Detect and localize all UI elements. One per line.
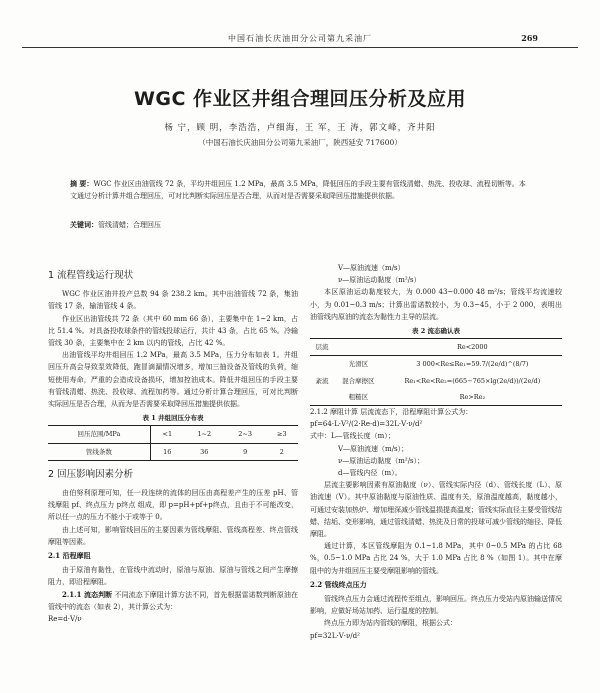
table-cell: 回压范围/MPa xyxy=(48,426,150,443)
paragraph: 作业区出油管线共 72 条（其中 60 mm 66 条），主要集中在 1~2 km，占比 51.4 %。对具备投收球条件的管线投球运行，共计 43 条，占比 65 %。冷输管线 30 条，主要集中在 2 km 以内的管线，占比 42 %。 xyxy=(48,314,298,348)
table-cell: 紊流 xyxy=(315,376,329,385)
table-row xyxy=(310,356,562,373)
variable-definition: d—管线内径（m）。 xyxy=(338,469,402,478)
paragraph: 终点压力即为站内管线的摩阻，根据公式： xyxy=(324,619,457,628)
header-rule xyxy=(22,47,578,48)
table-2 xyxy=(310,338,562,406)
table-cell: ≥3 xyxy=(266,426,298,443)
subsection-2-2-heading: 2.2 管线终点压力 xyxy=(310,579,367,589)
table-cell: 2 xyxy=(266,443,298,460)
section-1-heading: 1 流程管线运行现状 xyxy=(48,270,134,281)
table-cell: 2~3 xyxy=(225,426,266,443)
table-cell: 3 000<Re≤Re₁=59.7/(2e/d)^(8/7) xyxy=(416,360,529,369)
running-header xyxy=(22,33,578,45)
variable-definition: 式中：L—管线长度（m）； xyxy=(310,432,395,441)
subsection-2-1-1-label: 2.1.1 流态判断 xyxy=(62,589,113,599)
table-cell: 36 xyxy=(184,443,225,460)
section-2-heading: 2 回压影响因素分析 xyxy=(48,468,134,480)
keywords xyxy=(70,220,530,230)
table-cell: 层流 xyxy=(310,339,334,356)
paragraph: WGC 作业区油井投产总数 94 条 238.2 km。其中出油管线 72 条，集油管线 17 条，输油管线 4 条。 xyxy=(48,290,298,311)
paragraph: 由伯努利原理可知，任一段连续的流体的回压由高程差产生的压差 pH、管线摩阻 pf、终点压力 p终点 组成，即 p=pH+pf+p终点，且由于不可能改变，所以任一点的压力不能小于或等于 0。 xyxy=(48,489,298,522)
variable-definition: V—原油流速（m/s）； xyxy=(338,444,409,453)
table-1 xyxy=(48,425,298,460)
table-cell: Re₁<Re<Re₂=(665−765×lg(2e/d))/(2e/d) xyxy=(404,376,541,385)
formula: pf=32L·V·ν/d² xyxy=(310,631,360,640)
paragraph: 本区原油运动黏度较大，为 0.000 43~0.000 48 m²/s；管线平均流速较小，为 0.01~0.3 m/s；计算出雷诺数较小，为 0.3~45，小于 2 000，表明出油管线内原油的流态为黏性力主导的层流。 xyxy=(310,288,562,321)
authors: 杨 宁，顾 明，李浩浩，卢细海，王 军，王 涛，郭文峰，齐井阳 xyxy=(164,123,436,133)
subsection-2-1-2: 2.1.2 摩阻计算 层流流态下，沿程摩阻计算公式为： xyxy=(310,408,473,417)
table-cell xyxy=(310,356,334,373)
left-column xyxy=(48,262,298,625)
formula: pf=64·L·V²/(2·Re·d)=32L·V·ν/d² xyxy=(310,420,423,429)
paper-title: WGC 作业区井组合理回压分析及应用 xyxy=(133,88,467,110)
keywords-text: 管线清蜡；合理回压 xyxy=(98,221,161,229)
table-header-row xyxy=(48,426,298,443)
table-cell xyxy=(310,389,334,406)
paragraph: 管线终点压力会通过流程传至组点，影响回压。终点压力受站内原油输送情况影响，应做好场站加药、运行温度的控制。 xyxy=(310,595,562,616)
formula: Re=d·V/ν xyxy=(48,615,82,624)
paragraph: 由于原油有黏性，在管线中流动时，原油与原油、原油与管线之间产生摩擦阻力，即沿程摩阻。 xyxy=(48,566,298,587)
page-number: 269 xyxy=(521,33,538,43)
keywords-label: 关键词： xyxy=(70,220,98,229)
table-cell: 光滑区 xyxy=(348,360,369,369)
running-title: 中国石油长庆油田分公司第九采油厂 xyxy=(228,34,372,43)
table-row xyxy=(48,443,298,460)
affiliation: （中国石油长庆油田分公司第九采油厂，陕西延安 717600） xyxy=(198,138,402,147)
paragraph xyxy=(48,589,298,613)
variable-definition: ν—原油运动黏度（m²/s）； xyxy=(338,456,425,465)
paragraph: 由上述可知，影响管线回压的主要因素为管线摩阻、管线高程差、终点管线摩阻等因素。 xyxy=(48,525,298,546)
subsection-2-1-heading: 2.1 沿程摩阻 xyxy=(48,551,91,561)
table-cell: 16 xyxy=(150,443,183,460)
table-1-caption: 表 1 井组回压分布表 xyxy=(142,414,204,423)
paragraph: 层流主要影响因素有原油黏度（ν）、管线实际内径（d）、管线长度（L）、原油流速（V）。其中原油黏度与原油性质、温度有关，原油温度越高，黏度越小，可通过安装加热炉、增加埋深减少管线温损提高温度；管线实际直径主要受管线结蜡、结垢、变形影响，通过管线清蜡、热洗及日常的投球可减少管线的缩径、降低摩阻。 xyxy=(310,481,562,539)
table-cell xyxy=(334,339,383,356)
table-row xyxy=(310,373,562,389)
table-cell: <1 xyxy=(150,426,183,443)
table-cell: 9 xyxy=(225,443,266,460)
paragraph: 通过计算，本区管线摩阻为 0.1~1.8 MPa，其中 0~0.5 MPa 的占比 68 %，0.5~1.0 MPa 占比 24 %，大于 1.0 MPa 占比 8 %（如图 1）。其中在摩阻中的为井组回压主要受摩阻影响的管线。 xyxy=(310,542,562,575)
variable-definition: ν—原油运动黏度（m²/s） xyxy=(338,276,421,285)
table-cell: Re<2000 xyxy=(383,339,562,356)
table-cell: 混合摩擦区 xyxy=(342,376,375,385)
abstract-label: 摘 要： xyxy=(70,179,94,188)
variable-definition: V—原油流速（m/s） xyxy=(338,264,405,272)
abstract-text: WGC 作业区由油管线 72 条，平均井组回压 1.2 MPa，最高 3.5 MPa，降低回压的手段主要有管线清蜡、热洗、投收球、流程切断等。本文通过分析计算井组合理回压，可对比判断实际回压是否合理，从而对是否需要采取降回压措施提供依据。 xyxy=(70,180,526,200)
abstract xyxy=(70,178,530,202)
right-column xyxy=(310,262,562,642)
table-cell: Re>Re₂ xyxy=(383,389,562,406)
subsection-2-1-1-text: 不同流态下摩阻计算方法不同，首先根据雷诺数判断原油在管线中的流态（如表 2），其计算公式为： xyxy=(48,590,298,611)
paragraph: 出油管线平均井组回压 1.2 MPa，最高 3.5 MPa，压力分布如表 1。井组回压升高会导致泵效降低，跑冒滴漏情况增多，增加三抽设备及管线的负荷，缩短使用寿命，严重的会造成设备损坏，增加控油成本。降低井组回压的手段主要有管线清蜡、热洗、投收球、流程加药等。通过分析计算合理回压，可对比判断实际回压是否合理，从而为是否需要采取降回压措施提供依据。 xyxy=(48,351,298,409)
table-cell: 粗糙区 xyxy=(334,389,383,406)
table-2-caption: 表 2 流态确认表 xyxy=(411,327,461,336)
table-row xyxy=(310,389,562,406)
table-cell: 管线条数 xyxy=(48,443,150,460)
table-header-row xyxy=(310,339,562,356)
table-cell: 1~2 xyxy=(184,426,225,443)
